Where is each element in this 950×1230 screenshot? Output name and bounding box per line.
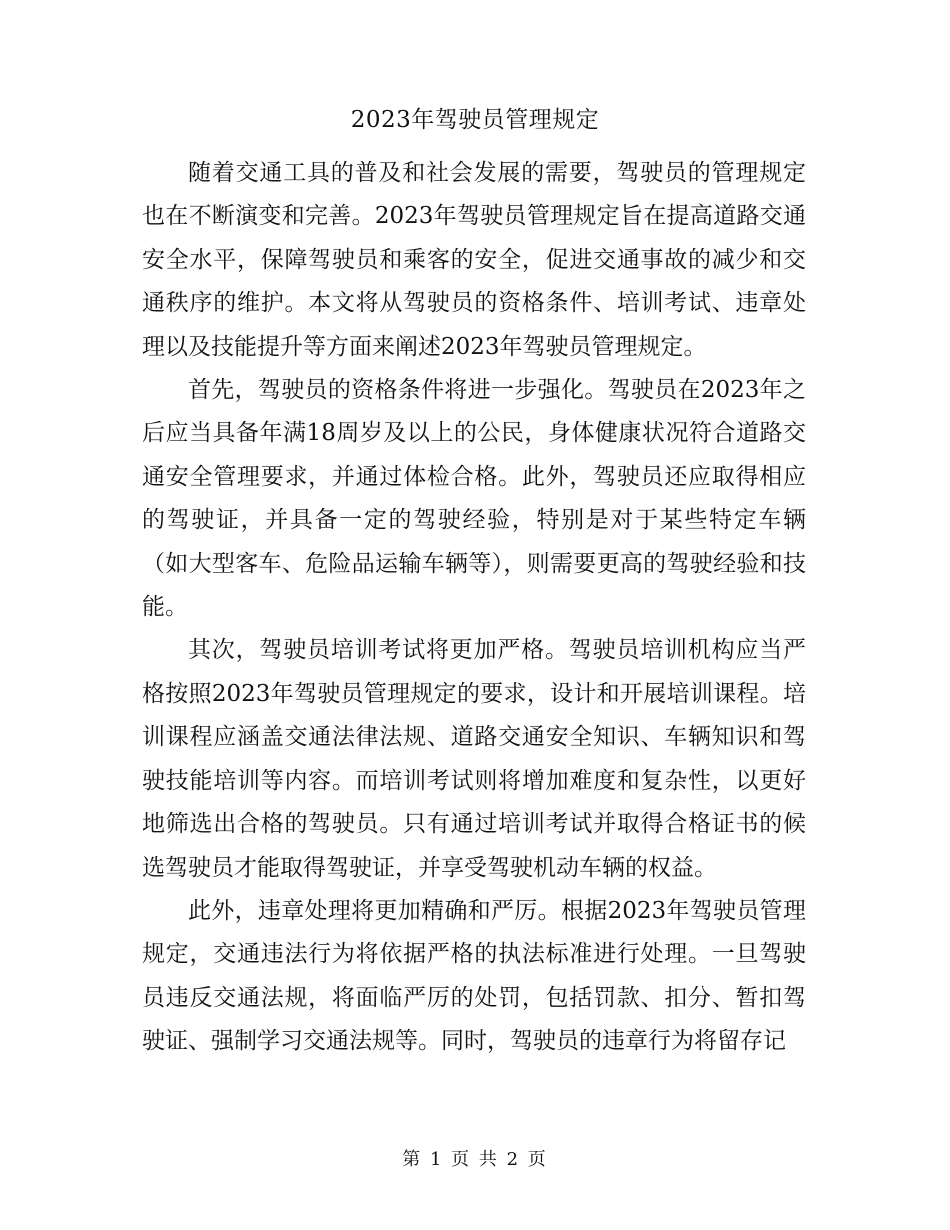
paragraph-violations: 此外，违章处理将更加精确和严厉。根据2023年驾驶员管理规定，交通违法行为将依据严格的执法标准进行处理。一旦驾驶员违反交通法规，将面临严厉的处罚，包括罚款、扣分、暂扣驾驶证、强制学习交通法规等。同时，驾驶员的违章行为将留存记 (142, 897, 806, 1055)
page-number-footer: 第 1 页 共 2 页 (402, 1149, 548, 1170)
paragraph-qualifications: 首先，驾驶员的资格条件将进一步强化。驾驶员在2023年之后应当具备年满18周岁及以上的公民，身体健康状况符合道路交通安全管理要求，并通过体检合格。此外，驾驶员还应取得相应的驾驶证，并具备一定的驾驶经验，特别是对于某些特定车辆（如大型客车、危险品运输车辆等），则需要更高的驾驶经验和技能。 (142, 377, 806, 621)
document-title: 2023年驾驶员管理规定 (350, 107, 600, 133)
document-body (142, 152, 806, 1064)
paragraph-intro: 随着交通工具的普及和社会发展的需要，驾驶员的管理规定也在不断演变和完善。2023年驾驶员管理规定旨在提高道路交通安全水平，保障驾驶员和乘客的安全，促进交通事故的减少和交通秩序的维护。本文将从驾驶员的资格条件、培训考试、违章处理以及技能提升等方面来阐述2023年驾驶员管理规定。 (142, 160, 806, 360)
paragraph-training-exam: 其次，驾驶员培训考试将更加严格。驾驶员培训机构应当严格按照2023年驾驶员管理规定的要求，设计和开展培训课程。培训课程应涵盖交通法律法规、道路交通安全知识、车辆知识和驾驶技能培训等内容。而培训考试则将增加难度和复杂性，以更好地筛选出合格的驾驶员。只有通过培训考试并取得合格证书的候选驾驶员才能取得驾驶证，并享受驾驶机动车辆的权益。 (142, 637, 806, 881)
